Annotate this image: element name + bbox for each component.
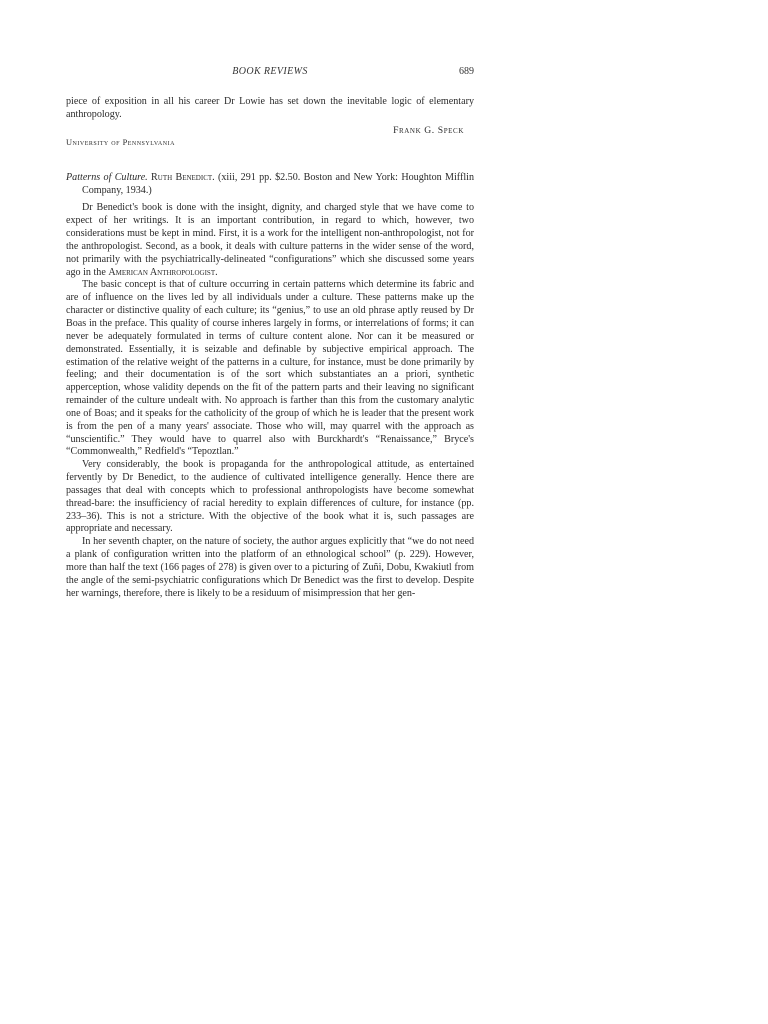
reviewer-signature: Frank G. Speck <box>393 124 464 136</box>
review-paragraph-2: The basic concept is that of culture occurring in certain patterns which determine its fabric and are of influence on the lives led by all individuals under a culture. These patterns make up the character or distinctive quality of each culture; its “genius,” to use an old phrase aptly reused by Dr Boas in the preface. This quality of course inheres largely in forms, or interrelations of forms; it can never be adequately formulated in terms of culture content alone. Nor can it be measured or demonstrated. Essentially, it is seizable and definable by subjective empirical approach. The estimation of the relative weight of the patterns in a culture, for instance, must be done primarily by feeling; and their documentation is of the sort which substantiates an a priori, synthetic apperception, whose validity depends on the fit of the pattern parts and their leaving no significant remainder of the culture undealt with. No approach is farther than this from the customary analytic one of Boas; and it speaks for the catholicity of the group of which he is leader that the present work is from the pen of a many years' associate. Those who will, may quarrel with the approach as “unscientific.” They would have to quarrel also with Burckhardt's “Renaissance,” Bryce's “Commonwealth,” Redfield's “Tepoztlan.” <box>66 279 474 458</box>
running-title: BOOK REVIEWS <box>232 66 308 77</box>
paragraph-1-end: . <box>215 266 218 278</box>
page-number: 689 <box>459 66 474 77</box>
book-review-page <box>66 66 474 601</box>
reviewer-affiliation: University of Pennsylvania <box>66 137 175 147</box>
publication-details: (xiii, 291 pp. $2.50. Boston and New York: Houghton Mifflin Company, 1934.) <box>82 171 474 196</box>
review-paragraph-3: Very considerably, the book is propaganda for the anthropological attitude, as entertained fervently by Dr Benedict, to the audience of cultivated intelligence generally. Hence there are passages that deal with concepts which to professional anthropologists have become somewhat thread-bare: the insufficiency of racial heredity to explain differences of culture, for instance (pp. 233–36). This is not a stricture. With the objective of the book what it is, such passages are appropriate and necessary. <box>66 459 474 535</box>
review-citation <box>66 172 474 198</box>
journal-name: American Anthropologist <box>108 266 216 278</box>
book-author: Ruth Benedict. <box>151 171 215 183</box>
running-head <box>66 66 474 82</box>
book-title: Patterns of Culture. <box>66 171 148 183</box>
review-paragraph-1 <box>66 202 474 279</box>
review-paragraph-4: In her seventh chapter, on the nature of society, the author argues explicitly that “we do not need a plank of configuration written into the platform of an ethnological school” (p. 229). However, more than half the text (166 pages of 278) is given over to a picturing of Zuñi, Dobu, Kwakiutl from the angle of the semi-psychiatric configurations which Dr Benedict was the first to develop. Despite her warnings, therefore, there is likely to be a residuum of misimpression that her gen- <box>66 536 474 599</box>
previous-review-closing-text: piece of exposition in all his career Dr Lowie has set down the inevitable logic of elementary anthropology. <box>66 96 474 120</box>
paragraph-1-text: Dr Benedict's book is done with the insight, dignity, and charged style that we have come to expect of her writings. It is an important contribution, in regard to which, however, two considerations must be kept in mind. First, it is a work for the intelligent non-anthropologist, not for the anthropologist. Second, as a book, it deals with culture patterns in the wider sense of the word, not primarily with the psychiatrically-delineated “configurations” which she discussed some years ago in the <box>66 202 474 278</box>
